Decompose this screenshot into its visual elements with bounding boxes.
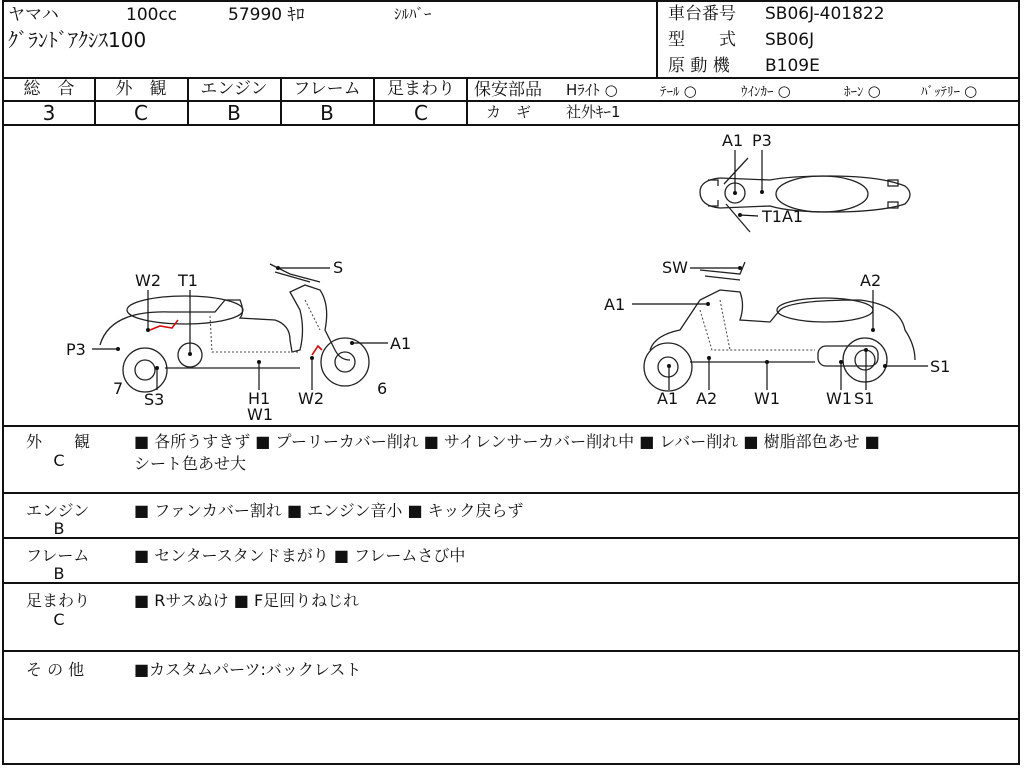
section-rule (2, 492, 1020, 494)
section-text-other: ■カスタムパーツ:バックレスト (134, 660, 362, 679)
grade-label-engine: エンジン (200, 79, 268, 99)
safety-taillight: ﾃｰﾙ ○ (660, 82, 697, 100)
leader-lines (92, 150, 928, 390)
key-value: 社外ｷｰ1 (566, 103, 621, 121)
grade-value-overall: 3 (42, 101, 56, 125)
color: ｼﾙﾊﾞｰ (394, 5, 432, 23)
type-label: 型 式 (668, 30, 736, 50)
grade-label-exterior: 外 観 (115, 79, 167, 99)
diagram-label: S (333, 258, 344, 277)
diagram-label: 6 (377, 379, 388, 398)
displacement: 100cc (126, 5, 178, 25)
grade-label-suspension: 足まわり (387, 79, 455, 99)
diagram-label: A1 (657, 389, 679, 408)
chassis-value: SB06J-401822 (765, 4, 885, 24)
section-rule (2, 537, 1020, 539)
diagram-label: H1 (248, 389, 271, 408)
diagram-label: S3 (144, 390, 165, 409)
diagram-bottom-rule (2, 425, 1020, 427)
grade-value-engine: B (227, 101, 241, 125)
safety-battery: ﾊﾞｯﾃﾘｰ ○ (921, 82, 978, 100)
diagram-label: W2 (298, 389, 324, 408)
safety-title: 保安部品 (474, 80, 542, 100)
diagram-label: 7 (113, 379, 124, 398)
type-value: SB06J (765, 30, 815, 50)
safety-horn: ﾎｰﾝ ○ (844, 82, 881, 100)
section-rule (2, 718, 1020, 720)
section-label-frame: フレーム (26, 546, 90, 565)
maker: ヤマハ (8, 5, 59, 25)
chassis-label: 車台番号 (668, 4, 736, 24)
diagram-label: P3 (66, 340, 86, 359)
diagram-label: S1 (930, 357, 951, 376)
diagram-label: A1 (390, 334, 412, 353)
diagram-label: T1 (178, 271, 198, 290)
section-grade-suspension: C (53, 610, 65, 629)
section-label-suspension: 足まわり (26, 591, 91, 610)
diagram-label: P3 (752, 131, 772, 150)
section-rule (2, 582, 1020, 584)
key-label: カ ギ (486, 103, 532, 121)
diagram-label: SW (662, 258, 688, 277)
grade-value-exterior: C (134, 101, 148, 125)
section-grade-engine: B (53, 519, 65, 538)
diagram-label: W2 (135, 271, 161, 290)
grade-label-frame: フレーム (293, 79, 361, 99)
safety-headlight: Hﾗｲﾄ ○ (566, 81, 618, 99)
diagram-label: A1 (604, 295, 626, 314)
section-label-exterior: 外 観 (26, 432, 91, 451)
diagram-label: W1 (754, 389, 780, 408)
scooter-top-view (700, 158, 910, 232)
model-name: ｸﾞﾗﾝﾄﾞｱｸｼｽ100 (8, 28, 147, 52)
section-rule (2, 650, 1020, 652)
diagram-label: A1 (722, 131, 744, 150)
diagram-label: W1 (247, 405, 273, 424)
engine-value: B109E (765, 56, 820, 76)
grade-label-overall: 総 合 (23, 79, 75, 99)
grade-value-suspension: C (414, 101, 428, 125)
section-text-frame: ■ センタースタンドまがり ■ フレームさび中 (134, 546, 466, 565)
section-grade-exterior: C (53, 451, 65, 470)
section-label-other: そ の 他 (26, 660, 85, 679)
grade-value-frame: B (320, 101, 334, 125)
diagram-label: A2 (696, 389, 718, 408)
diagram-label: A2 (860, 271, 882, 290)
mileage: 57990 ｷﾛ (228, 5, 305, 25)
section-text-engine: ■ ファンカバー割れ ■ エンジン音小 ■ キック戻らず (134, 501, 524, 520)
section-grade-frame: B (53, 564, 65, 583)
section-label-engine: エンジン (26, 501, 90, 520)
safety-winker: ｳｲﾝｶｰ ○ (741, 82, 791, 100)
section-text-exterior: シート色あせ大 (134, 454, 247, 473)
engine-label: 原 動 機 (668, 56, 730, 76)
diagram-label: W1 (826, 389, 852, 408)
diagram-label: S1 (854, 389, 875, 408)
diagram-label: T1A1 (762, 207, 804, 226)
section-text-suspension: ■ Rサスぬけ ■ F足回りねじれ (134, 591, 360, 610)
section-text-exterior: ■ 各所うすきず ■ プーリーカバー削れ ■ サイレンサーカバー削れ中 ■ レバー削れ ■ 樹脂部色あせ ■ (134, 432, 880, 451)
